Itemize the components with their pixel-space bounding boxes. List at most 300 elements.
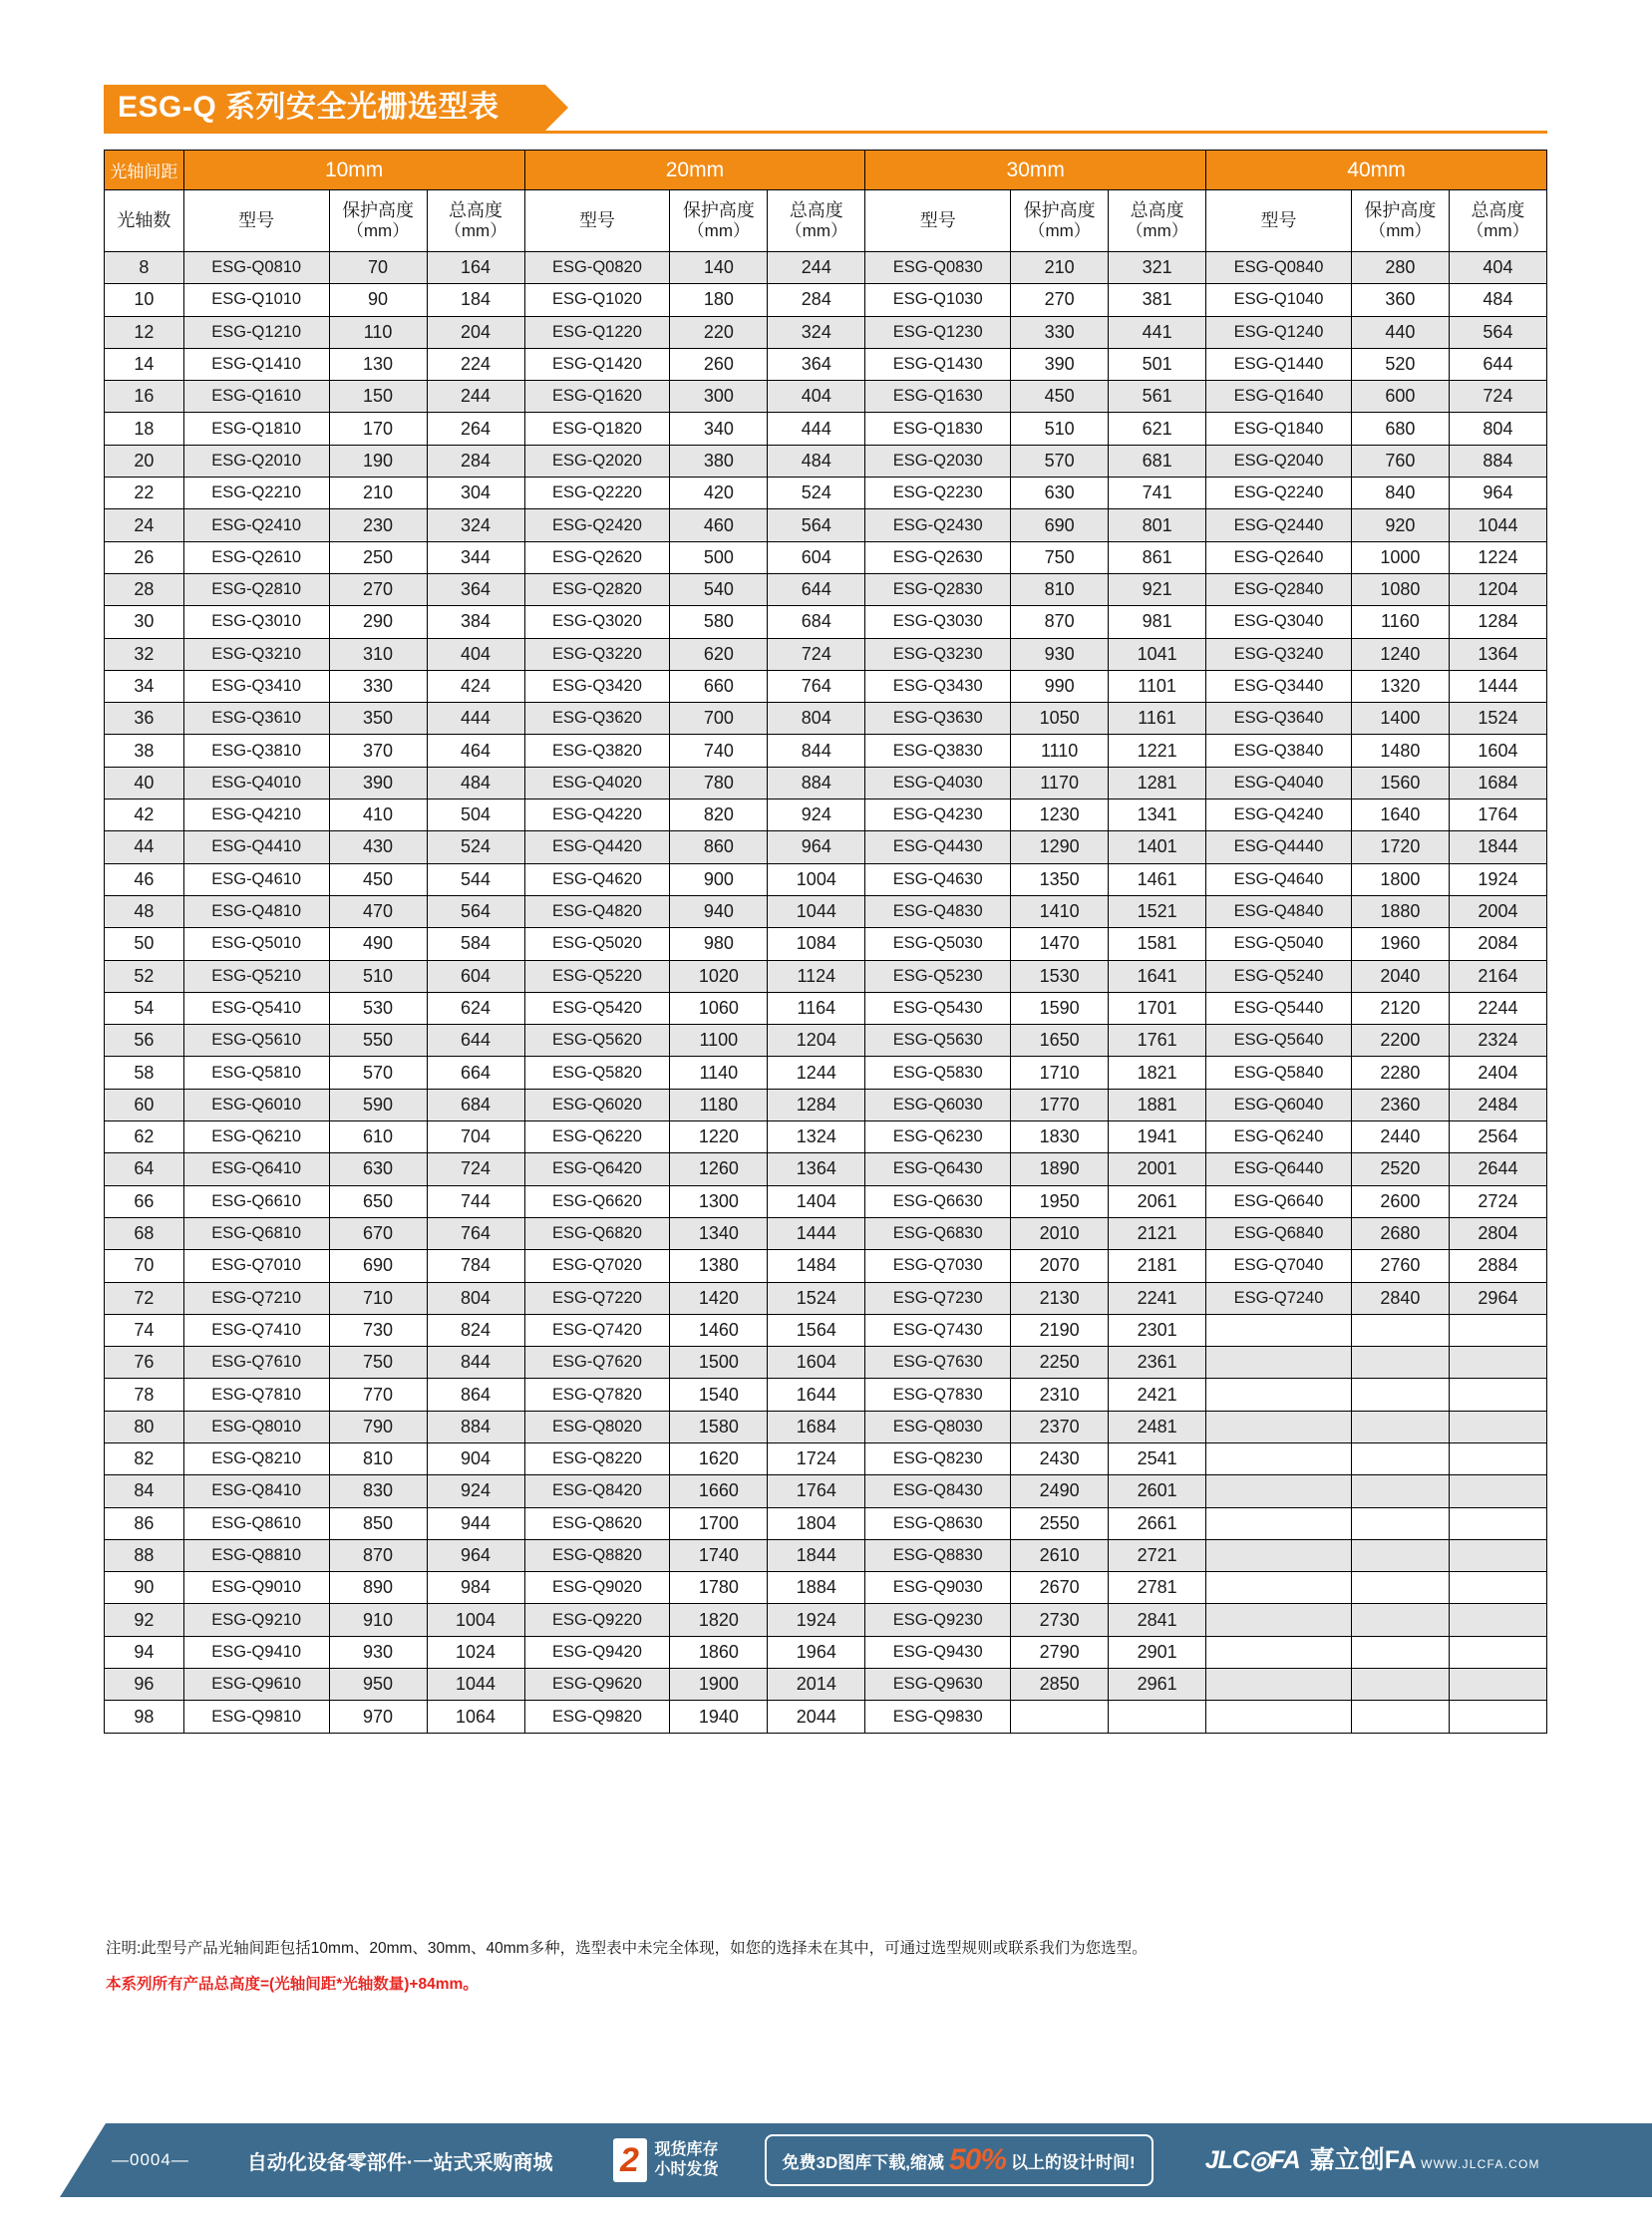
header-model-20mm: 型号 xyxy=(524,190,670,252)
header-pitch-30mm: 30mm xyxy=(865,151,1206,190)
cell-total-height-20mm: 484 xyxy=(768,445,865,477)
cell-total-height-20mm: 2044 xyxy=(768,1701,865,1733)
cell-model-10mm: ESG-Q4010 xyxy=(183,767,329,799)
header-total-30mm-text: 总高度 xyxy=(1130,200,1184,221)
cell-protect-height-30mm: 1590 xyxy=(1011,992,1109,1024)
cell-model-20mm: ESG-Q9620 xyxy=(524,1669,670,1701)
cell-model-10mm: ESG-Q5810 xyxy=(183,1057,329,1089)
cell-axes-count: 70 xyxy=(105,1250,184,1282)
table-row xyxy=(105,1475,1547,1507)
cell-model-10mm: ESG-Q1810 xyxy=(183,413,329,445)
table-row xyxy=(105,478,1547,509)
cell-protect-height-10mm: 910 xyxy=(329,1604,427,1636)
cell-protect-height-40mm: 360 xyxy=(1351,284,1449,316)
cell-total-height-40mm: 1604 xyxy=(1449,735,1546,767)
table-row xyxy=(105,445,1547,477)
cell-total-height-40mm: 644 xyxy=(1449,348,1546,380)
cell-model-40mm: ESG-Q1640 xyxy=(1206,381,1352,413)
cell-protect-height-20mm: 1220 xyxy=(670,1121,768,1153)
table-row xyxy=(105,1314,1547,1346)
table-row xyxy=(105,1572,1547,1604)
cell-model-40mm: ESG-Q1840 xyxy=(1206,413,1352,445)
cell-axes-count: 60 xyxy=(105,1089,184,1120)
cell-protect-height-10mm: 750 xyxy=(329,1347,427,1379)
cell-total-height-20mm: 524 xyxy=(768,478,865,509)
cell-protect-height-40mm xyxy=(1351,1572,1449,1604)
cell-model-30mm: ESG-Q6830 xyxy=(865,1217,1011,1249)
page-footer xyxy=(0,2123,1652,2197)
cell-protect-height-10mm: 850 xyxy=(329,1507,427,1539)
cell-model-20mm: ESG-Q2620 xyxy=(524,541,670,573)
cell-total-height-10mm: 244 xyxy=(427,381,524,413)
cell-protect-height-20mm: 580 xyxy=(670,606,768,638)
cell-total-height-10mm: 664 xyxy=(427,1057,524,1089)
cell-axes-count: 36 xyxy=(105,703,184,735)
cell-model-30mm: ESG-Q3830 xyxy=(865,735,1011,767)
cell-protect-height-40mm: 1880 xyxy=(1351,895,1449,927)
cell-protect-height-30mm: 2130 xyxy=(1011,1282,1109,1314)
cell-model-30mm: ESG-Q9830 xyxy=(865,1701,1011,1733)
cell-total-height-30mm: 2781 xyxy=(1109,1572,1206,1604)
cell-total-height-10mm: 544 xyxy=(427,863,524,895)
cell-protect-height-10mm: 970 xyxy=(329,1701,427,1733)
cell-total-height-30mm: 2841 xyxy=(1109,1604,1206,1636)
cell-model-40mm: ESG-Q4440 xyxy=(1206,831,1352,863)
cell-total-height-30mm: 1401 xyxy=(1109,831,1206,863)
table-row xyxy=(105,1669,1547,1701)
cell-model-40mm: ESG-Q3440 xyxy=(1206,670,1352,702)
cell-model-40mm: ESG-Q4040 xyxy=(1206,767,1352,799)
cell-model-10mm: ESG-Q3810 xyxy=(183,735,329,767)
cell-total-height-20mm: 1724 xyxy=(768,1442,865,1474)
cell-protect-height-20mm: 660 xyxy=(670,670,768,702)
badge-line-1: 现货库存 xyxy=(654,2141,719,2159)
cell-total-height-20mm: 564 xyxy=(768,509,865,541)
cell-protect-height-10mm: 210 xyxy=(329,478,427,509)
cell-protect-height-30mm: 930 xyxy=(1011,638,1109,670)
cell-total-height-10mm: 424 xyxy=(427,670,524,702)
cell-protect-height-30mm: 2070 xyxy=(1011,1250,1109,1282)
cell-model-10mm: ESG-Q9010 xyxy=(183,1572,329,1604)
cell-protect-height-40mm: 2680 xyxy=(1351,1217,1449,1249)
cell-total-height-10mm: 204 xyxy=(427,316,524,348)
cell-protect-height-20mm: 1100 xyxy=(670,1025,768,1057)
cell-protect-height-20mm: 1700 xyxy=(670,1507,768,1539)
cell-model-10mm: ESG-Q5410 xyxy=(183,992,329,1024)
cell-protect-height-10mm: 470 xyxy=(329,895,427,927)
cell-model-20mm: ESG-Q8220 xyxy=(524,1442,670,1474)
table-row xyxy=(105,928,1547,960)
note-line-1: 注明:此型号产品光轴间距包括10mm、20mm、30mm、40mm多种，选型表中未完全体现，如您的选择未在其中，可通过选型规则或联系我们为您选型。 xyxy=(106,1940,1148,1957)
cell-protect-height-10mm: 950 xyxy=(329,1669,427,1701)
cell-protect-height-10mm: 110 xyxy=(329,316,427,348)
cell-protect-height-10mm: 530 xyxy=(329,992,427,1024)
cell-model-10mm: ESG-Q1410 xyxy=(183,348,329,380)
promo-percent: 50% xyxy=(948,2143,1007,2176)
cell-axes-count: 10 xyxy=(105,284,184,316)
cell-total-height-30mm: 1101 xyxy=(1109,670,1206,702)
cell-model-30mm: ESG-Q8430 xyxy=(865,1475,1011,1507)
cell-model-30mm: ESG-Q7430 xyxy=(865,1314,1011,1346)
cell-model-20mm: ESG-Q3220 xyxy=(524,638,670,670)
cell-total-height-20mm: 1764 xyxy=(768,1475,865,1507)
table-row xyxy=(105,1250,1547,1282)
cell-total-height-20mm: 404 xyxy=(768,381,865,413)
cell-protect-height-40mm xyxy=(1351,1411,1449,1442)
table-row xyxy=(105,895,1547,927)
cell-model-20mm: ESG-Q8420 xyxy=(524,1475,670,1507)
cell-protect-height-20mm: 1020 xyxy=(670,960,768,992)
cell-total-height-20mm: 1684 xyxy=(768,1411,865,1442)
cell-model-20mm: ESG-Q4020 xyxy=(524,767,670,799)
cell-total-height-20mm: 1564 xyxy=(768,1314,865,1346)
cell-protect-height-30mm: 1770 xyxy=(1011,1089,1109,1120)
cell-model-10mm: ESG-Q3210 xyxy=(183,638,329,670)
cell-protect-height-30mm: 2730 xyxy=(1011,1604,1109,1636)
header-corner-label: 光轴间距 xyxy=(105,151,184,190)
cell-total-height-40mm: 1364 xyxy=(1449,638,1546,670)
cell-axes-count: 90 xyxy=(105,1572,184,1604)
cell-model-30mm: ESG-Q3230 xyxy=(865,638,1011,670)
cell-protect-height-40mm: 2280 xyxy=(1351,1057,1449,1089)
cell-model-20mm: ESG-Q5420 xyxy=(524,992,670,1024)
cell-protect-height-30mm: 570 xyxy=(1011,445,1109,477)
cell-protect-height-30mm: 2010 xyxy=(1011,1217,1109,1249)
cell-protect-height-20mm: 1940 xyxy=(670,1701,768,1733)
cell-protect-height-10mm: 410 xyxy=(329,799,427,831)
cell-model-20mm: ESG-Q9820 xyxy=(524,1701,670,1733)
cell-total-height-40mm: 884 xyxy=(1449,445,1546,477)
cell-model-30mm: ESG-Q1430 xyxy=(865,348,1011,380)
cell-model-20mm: ESG-Q4820 xyxy=(524,895,670,927)
cell-axes-count: 62 xyxy=(105,1121,184,1153)
cell-total-height-10mm: 804 xyxy=(427,1282,524,1314)
cell-model-30mm: ESG-Q5230 xyxy=(865,960,1011,992)
cell-protect-height-40mm: 1960 xyxy=(1351,928,1449,960)
cell-model-30mm: ESG-Q4030 xyxy=(865,767,1011,799)
cell-total-height-20mm: 604 xyxy=(768,541,865,573)
cell-total-height-30mm: 2721 xyxy=(1109,1539,1206,1571)
cell-protect-height-20mm: 900 xyxy=(670,863,768,895)
cell-total-height-40mm xyxy=(1449,1347,1546,1379)
cell-protect-height-20mm: 300 xyxy=(670,381,768,413)
cell-total-height-40mm: 484 xyxy=(1449,284,1546,316)
cell-model-30mm: ESG-Q5830 xyxy=(865,1057,1011,1089)
table-row xyxy=(105,960,1547,992)
cell-protect-height-30mm: 1950 xyxy=(1011,1185,1109,1217)
table-row xyxy=(105,992,1547,1024)
cell-model-40mm xyxy=(1206,1507,1352,1539)
cell-total-height-40mm xyxy=(1449,1314,1546,1346)
cell-model-30mm: ESG-Q7230 xyxy=(865,1282,1011,1314)
table-row xyxy=(105,509,1547,541)
cell-axes-count: 14 xyxy=(105,348,184,380)
cell-protect-height-30mm: 2670 xyxy=(1011,1572,1109,1604)
cell-model-10mm: ESG-Q2010 xyxy=(183,445,329,477)
cell-axes-count: 54 xyxy=(105,992,184,1024)
cell-protect-height-20mm: 1860 xyxy=(670,1636,768,1668)
header-total-30mm xyxy=(1109,190,1206,252)
cell-total-height-20mm: 1324 xyxy=(768,1121,865,1153)
cell-protect-height-10mm: 150 xyxy=(329,381,427,413)
cell-total-height-20mm: 644 xyxy=(768,573,865,605)
cell-protect-height-10mm: 270 xyxy=(329,573,427,605)
cell-axes-count: 18 xyxy=(105,413,184,445)
notes-block xyxy=(106,1937,1541,1997)
cell-model-10mm: ESG-Q9410 xyxy=(183,1636,329,1668)
table-row xyxy=(105,381,1547,413)
cell-protect-height-20mm: 1260 xyxy=(670,1153,768,1185)
cell-protect-height-20mm: 1140 xyxy=(670,1057,768,1089)
cell-protect-height-10mm: 710 xyxy=(329,1282,427,1314)
cell-total-height-30mm: 561 xyxy=(1109,381,1206,413)
cell-model-10mm: ESG-Q4810 xyxy=(183,895,329,927)
cell-axes-count: 38 xyxy=(105,735,184,767)
header-total-40mm-text: 总高度 xyxy=(1471,200,1525,221)
cell-protect-height-30mm: 1890 xyxy=(1011,1153,1109,1185)
cell-protect-height-30mm: 330 xyxy=(1011,316,1109,348)
cell-model-40mm: ESG-Q4240 xyxy=(1206,799,1352,831)
cell-protect-height-40mm xyxy=(1351,1636,1449,1668)
cell-protect-height-20mm: 500 xyxy=(670,541,768,573)
cell-total-height-10mm: 464 xyxy=(427,735,524,767)
cell-protect-height-10mm: 370 xyxy=(329,735,427,767)
cell-model-30mm: ESG-Q1630 xyxy=(865,381,1011,413)
brand-name-cn: 嘉立创FA xyxy=(1309,2145,1417,2174)
cell-protect-height-20mm: 620 xyxy=(670,638,768,670)
cell-model-10mm: ESG-Q4210 xyxy=(183,799,329,831)
cell-total-height-30mm: 2481 xyxy=(1109,1411,1206,1442)
cell-total-height-20mm: 1524 xyxy=(768,1282,865,1314)
cell-total-height-30mm: 2601 xyxy=(1109,1475,1206,1507)
cell-total-height-40mm: 1524 xyxy=(1449,703,1546,735)
cell-protect-height-30mm: 390 xyxy=(1011,348,1109,380)
cell-total-height-10mm: 744 xyxy=(427,1185,524,1217)
cell-protect-height-40mm: 2040 xyxy=(1351,960,1449,992)
cell-model-10mm: ESG-Q6010 xyxy=(183,1089,329,1120)
cell-axes-count: 28 xyxy=(105,573,184,605)
cell-model-20mm: ESG-Q6620 xyxy=(524,1185,670,1217)
cell-model-30mm: ESG-Q5030 xyxy=(865,928,1011,960)
cell-protect-height-40mm xyxy=(1351,1669,1449,1701)
cell-model-30mm: ESG-Q1230 xyxy=(865,316,1011,348)
cell-total-height-40mm xyxy=(1449,1636,1546,1668)
cell-total-height-40mm: 964 xyxy=(1449,478,1546,509)
cell-protect-height-30mm: 510 xyxy=(1011,413,1109,445)
cell-total-height-10mm: 324 xyxy=(427,509,524,541)
cell-model-10mm: ESG-Q9210 xyxy=(183,1604,329,1636)
cell-total-height-40mm xyxy=(1449,1539,1546,1571)
cell-model-30mm: ESG-Q9430 xyxy=(865,1636,1011,1668)
cell-total-height-20mm: 364 xyxy=(768,348,865,380)
cell-protect-height-40mm: 520 xyxy=(1351,348,1449,380)
cell-protect-height-30mm: 870 xyxy=(1011,606,1109,638)
cell-protect-height-40mm xyxy=(1351,1379,1449,1411)
cell-model-30mm: ESG-Q3430 xyxy=(865,670,1011,702)
cell-model-20mm: ESG-Q9420 xyxy=(524,1636,670,1668)
cell-protect-height-30mm: 210 xyxy=(1011,252,1109,284)
cell-model-30mm: ESG-Q9030 xyxy=(865,1572,1011,1604)
cell-axes-count: 74 xyxy=(105,1314,184,1346)
cell-protect-height-20mm: 340 xyxy=(670,413,768,445)
cell-total-height-20mm: 1044 xyxy=(768,895,865,927)
cell-protect-height-10mm: 930 xyxy=(329,1636,427,1668)
cell-model-10mm: ESG-Q3410 xyxy=(183,670,329,702)
cell-protect-height-30mm: 990 xyxy=(1011,670,1109,702)
cell-total-height-30mm: 1821 xyxy=(1109,1057,1206,1089)
cell-model-30mm: ESG-Q3630 xyxy=(865,703,1011,735)
header-pitch-20mm: 20mm xyxy=(524,151,865,190)
cell-total-height-20mm: 1404 xyxy=(768,1185,865,1217)
cell-protect-height-20mm: 1420 xyxy=(670,1282,768,1314)
cell-total-height-40mm: 1044 xyxy=(1449,509,1546,541)
cell-model-40mm: ESG-Q3840 xyxy=(1206,735,1352,767)
selection-table xyxy=(104,150,1547,1734)
cell-total-height-10mm: 1064 xyxy=(427,1701,524,1733)
cell-total-height-10mm: 224 xyxy=(427,348,524,380)
cell-total-height-30mm: 2421 xyxy=(1109,1379,1206,1411)
header-protect-40mm-text: 保护高度 xyxy=(1364,200,1437,221)
cell-model-20mm: ESG-Q5220 xyxy=(524,960,670,992)
cell-axes-count: 42 xyxy=(105,799,184,831)
cell-protect-height-20mm: 980 xyxy=(670,928,768,960)
cell-total-height-20mm: 2014 xyxy=(768,1669,865,1701)
table-row xyxy=(105,1636,1547,1668)
cell-protect-height-10mm: 610 xyxy=(329,1121,427,1153)
cell-model-40mm xyxy=(1206,1475,1352,1507)
cell-model-20mm: ESG-Q7420 xyxy=(524,1314,670,1346)
cell-protect-height-10mm: 830 xyxy=(329,1475,427,1507)
cell-total-height-10mm: 824 xyxy=(427,1314,524,1346)
cell-protect-height-40mm: 1800 xyxy=(1351,863,1449,895)
cell-total-height-30mm: 1041 xyxy=(1109,638,1206,670)
cell-total-height-30mm: 621 xyxy=(1109,413,1206,445)
cell-protect-height-30mm: 2250 xyxy=(1011,1347,1109,1379)
cell-axes-count: 56 xyxy=(105,1025,184,1057)
cell-protect-height-40mm: 840 xyxy=(1351,478,1449,509)
cell-total-height-20mm: 444 xyxy=(768,413,865,445)
cell-total-height-20mm: 1364 xyxy=(768,1153,865,1185)
cell-protect-height-30mm: 2310 xyxy=(1011,1379,1109,1411)
cell-model-10mm: ESG-Q8610 xyxy=(183,1507,329,1539)
cell-total-height-30mm: 441 xyxy=(1109,316,1206,348)
table-row xyxy=(105,799,1547,831)
table-body xyxy=(105,252,1547,1734)
cell-total-height-10mm: 564 xyxy=(427,895,524,927)
page-number: —0004— xyxy=(112,2150,189,2169)
cell-total-height-40mm: 404 xyxy=(1449,252,1546,284)
cell-total-height-10mm: 444 xyxy=(427,703,524,735)
cell-model-40mm xyxy=(1206,1636,1352,1668)
cell-model-40mm: ESG-Q7240 xyxy=(1206,1282,1352,1314)
header-model-40mm: 型号 xyxy=(1206,190,1352,252)
cell-total-height-10mm: 364 xyxy=(427,573,524,605)
cell-protect-height-30mm: 690 xyxy=(1011,509,1109,541)
cell-model-30mm: ESG-Q4830 xyxy=(865,895,1011,927)
table-row xyxy=(105,316,1547,348)
cell-protect-height-40mm: 280 xyxy=(1351,252,1449,284)
cell-protect-height-10mm: 870 xyxy=(329,1539,427,1571)
cell-total-height-40mm: 1284 xyxy=(1449,606,1546,638)
cell-total-height-10mm: 584 xyxy=(427,928,524,960)
cell-protect-height-40mm: 1560 xyxy=(1351,767,1449,799)
cell-protect-height-30mm: 2850 xyxy=(1011,1669,1109,1701)
cell-model-30mm: ESG-Q6030 xyxy=(865,1089,1011,1120)
cell-protect-height-30mm: 2610 xyxy=(1011,1539,1109,1571)
cell-protect-height-40mm: 920 xyxy=(1351,509,1449,541)
cell-protect-height-40mm: 1080 xyxy=(1351,573,1449,605)
cell-model-30mm: ESG-Q9230 xyxy=(865,1604,1011,1636)
cell-protect-height-40mm: 1640 xyxy=(1351,799,1449,831)
cell-model-30mm: ESG-Q6430 xyxy=(865,1153,1011,1185)
cell-model-40mm xyxy=(1206,1669,1352,1701)
cell-total-height-30mm: 1281 xyxy=(1109,767,1206,799)
cell-model-20mm: ESG-Q1420 xyxy=(524,348,670,380)
header-protect-20mm-text: 保护高度 xyxy=(682,200,755,221)
cell-model-40mm: ESG-Q6440 xyxy=(1206,1153,1352,1185)
cell-protect-height-10mm: 490 xyxy=(329,928,427,960)
header-total-40mm-unit: （mm） xyxy=(1467,221,1529,241)
cell-model-20mm: ESG-Q1620 xyxy=(524,381,670,413)
cell-model-20mm: ESG-Q2020 xyxy=(524,445,670,477)
cell-total-height-40mm: 2244 xyxy=(1449,992,1546,1024)
cell-model-10mm: ESG-Q6810 xyxy=(183,1217,329,1249)
cell-axes-count: 68 xyxy=(105,1217,184,1249)
cell-model-30mm: ESG-Q5430 xyxy=(865,992,1011,1024)
table-row xyxy=(105,1121,1547,1153)
cell-protect-height-40mm: 680 xyxy=(1351,413,1449,445)
cell-protect-height-10mm: 350 xyxy=(329,703,427,735)
cell-total-height-40mm xyxy=(1449,1572,1546,1604)
table-row xyxy=(105,1442,1547,1474)
brand-website: WWW.JLCFA.COM xyxy=(1421,2156,1540,2171)
cell-model-30mm: ESG-Q4630 xyxy=(865,863,1011,895)
cell-total-height-30mm: 1221 xyxy=(1109,735,1206,767)
cell-total-height-10mm: 524 xyxy=(427,831,524,863)
header-total-10mm-text: 总高度 xyxy=(449,200,503,221)
cell-axes-count: 50 xyxy=(105,928,184,960)
cell-total-height-30mm: 2301 xyxy=(1109,1314,1206,1346)
cell-protect-height-30mm: 630 xyxy=(1011,478,1109,509)
cell-protect-height-30mm: 1050 xyxy=(1011,703,1109,735)
cell-total-height-40mm xyxy=(1449,1604,1546,1636)
cell-protect-height-10mm: 430 xyxy=(329,831,427,863)
cell-protect-height-40mm: 2760 xyxy=(1351,1250,1449,1282)
cell-axes-count: 86 xyxy=(105,1507,184,1539)
cell-total-height-20mm: 244 xyxy=(768,252,865,284)
cell-axes-count: 24 xyxy=(105,509,184,541)
cell-model-10mm: ESG-Q9610 xyxy=(183,1669,329,1701)
cell-total-height-30mm: 2361 xyxy=(1109,1347,1206,1379)
cell-total-height-10mm: 184 xyxy=(427,284,524,316)
cell-total-height-20mm: 1644 xyxy=(768,1379,865,1411)
table-row xyxy=(105,252,1547,284)
cell-total-height-20mm: 1084 xyxy=(768,928,865,960)
table-row xyxy=(105,348,1547,380)
cell-total-height-40mm: 1924 xyxy=(1449,863,1546,895)
cell-protect-height-30mm: 750 xyxy=(1011,541,1109,573)
cell-model-40mm: ESG-Q6640 xyxy=(1206,1185,1352,1217)
cell-total-height-30mm: 741 xyxy=(1109,478,1206,509)
cell-protect-height-10mm: 570 xyxy=(329,1057,427,1089)
cell-model-30mm: ESG-Q6630 xyxy=(865,1185,1011,1217)
cell-protect-height-20mm: 1780 xyxy=(670,1572,768,1604)
cell-total-height-10mm: 344 xyxy=(427,541,524,573)
cell-protect-height-10mm: 170 xyxy=(329,413,427,445)
cell-protect-height-20mm: 1460 xyxy=(670,1314,768,1346)
cell-protect-height-30mm: 1710 xyxy=(1011,1057,1109,1089)
cell-axes-count: 88 xyxy=(105,1539,184,1571)
